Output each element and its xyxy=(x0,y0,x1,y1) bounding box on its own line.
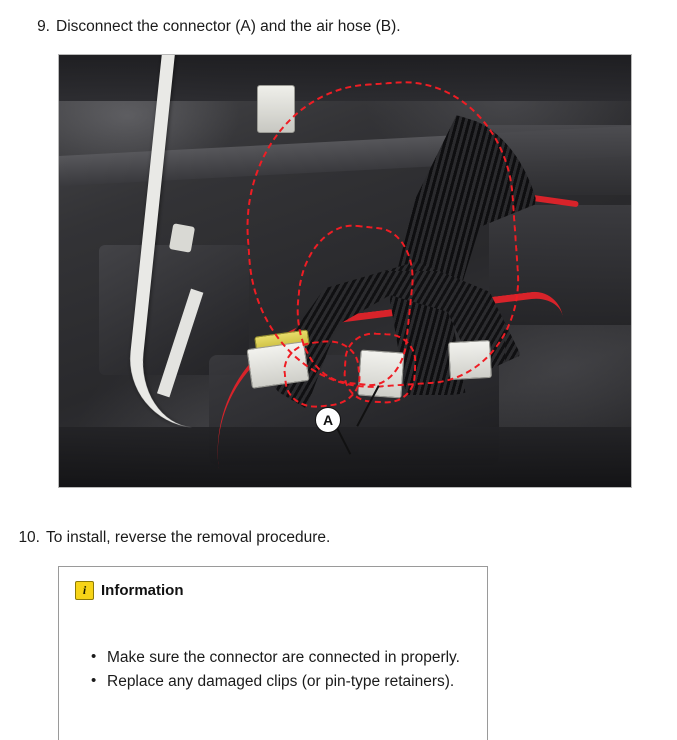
step-10 xyxy=(14,528,644,549)
step-9-number: 9. xyxy=(37,18,50,35)
step-9 xyxy=(24,17,644,38)
information-title: Information xyxy=(101,582,184,599)
information-header xyxy=(59,567,487,600)
step-9-text: Disconnect the connector (A) and the air hose (B). xyxy=(56,18,401,35)
step-10-text: To install, reverse the removal procedure. xyxy=(46,529,331,546)
figure-photo xyxy=(58,54,632,488)
connector-left xyxy=(246,341,309,389)
list-item: • Replace any damaged clips (or pin-type retainers). xyxy=(107,670,487,694)
connector-center xyxy=(357,350,404,399)
callout-bubble-a: A xyxy=(315,407,341,433)
connector-right xyxy=(448,340,492,380)
information-icon: i xyxy=(75,581,94,600)
air-hose-clamp xyxy=(169,223,195,252)
photo-shape-upper-panel xyxy=(59,55,631,101)
step-10-number: 10. xyxy=(18,529,40,546)
photo-background xyxy=(59,55,631,487)
list-item: • Make sure the connector are connected in properly. xyxy=(107,646,487,670)
information-box xyxy=(58,566,488,740)
information-list xyxy=(59,646,487,694)
connector-top xyxy=(257,85,295,133)
